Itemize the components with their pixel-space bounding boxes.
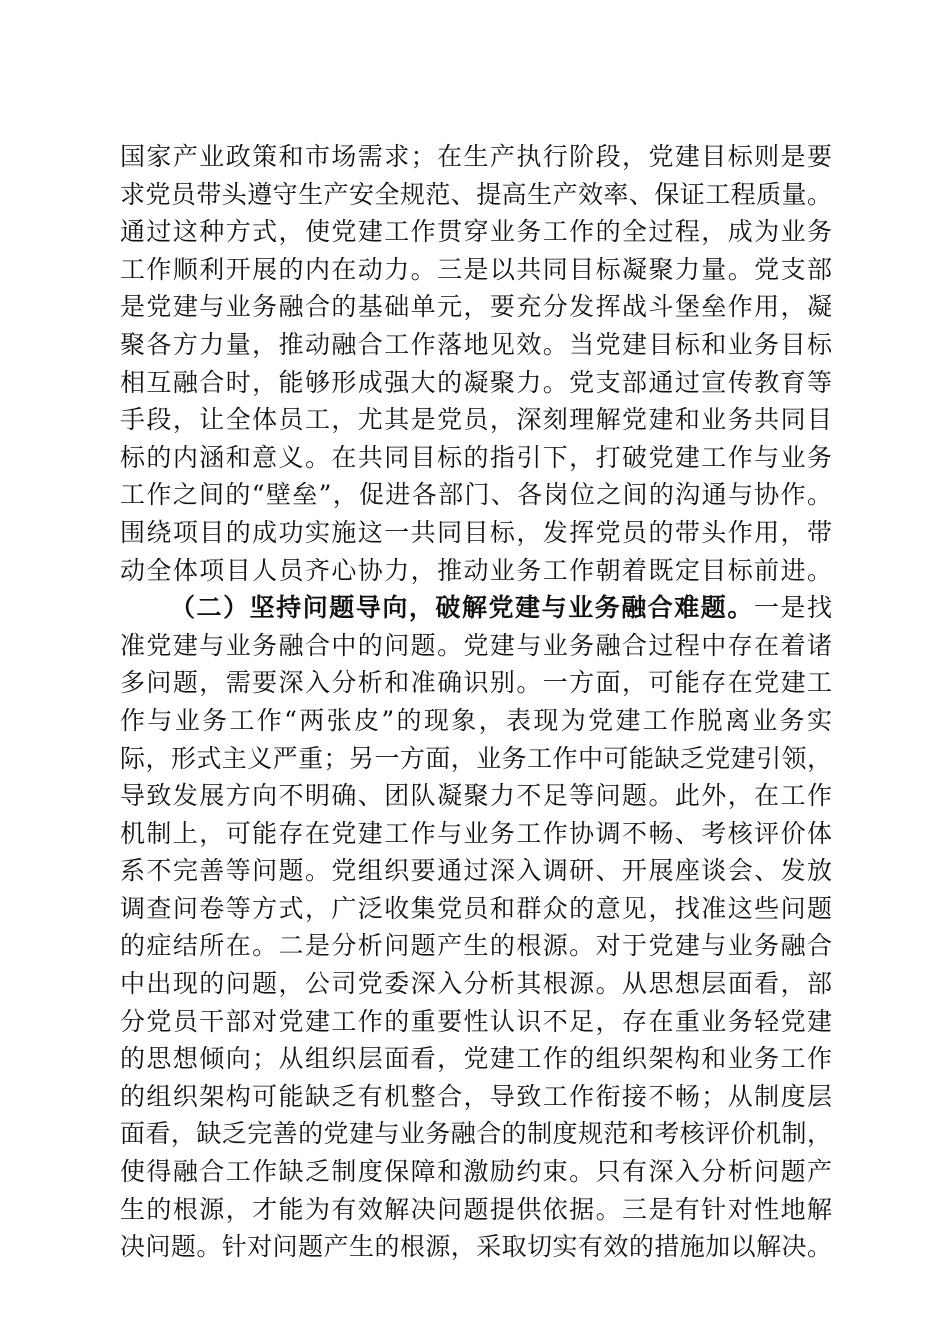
text-run: 一是找 (753, 593, 832, 623)
text-line: 作与业务工作“两张皮”的现象，表现为党建工作脱离业务实 (120, 705, 832, 735)
text-line: 面看，缺乏完善的党建与业务融合的制度规范和考核评价机制， (120, 1119, 832, 1149)
text-line: 决问题。针对问题产生的根源，采取切实有效的措施加以解决。 (120, 1232, 832, 1262)
text-line: 标的内涵和意义。在共同目标的指引下，打破党建工作与业务 (120, 442, 832, 472)
section-heading: （二）坚持问题导向，破解党建与业务融合难题。 (170, 593, 754, 623)
text-line: 多问题，需要深入分析和准确识别。一方面，可能存在党建工 (120, 668, 832, 698)
text-line: 手段，让全体员工，尤其是党员，深刻理解党建和业务共同目 (120, 405, 832, 435)
text-line: 的思想倾向；从组织层面看，党建工作的组织架构和业务工作 (120, 1044, 832, 1074)
paragraph-section-two (120, 589, 832, 1266)
text-line: 生的根源，才能为有效解决问题提供依据。三是有针对性地解 (120, 1194, 832, 1224)
text-line: 动全体项目人员齐心协力，推动业务工作朝着既定目标前进。 (120, 555, 832, 585)
text-line: 的症结所在。二是分析问题产生的根源。对于党建与业务融合 (120, 931, 832, 961)
text-line: 聚各方力量，推动融合工作落地见效。当党建目标和业务目标 (120, 329, 832, 359)
paragraph-continuation (120, 138, 832, 589)
document-page (120, 138, 832, 1266)
text-line: 围绕项目的成功实施这一共同目标，发挥党员的带头作用，带 (120, 517, 832, 547)
text-line: 是党建与业务融合的基础单元，要充分发挥战斗堡垒作用，凝 (120, 292, 832, 322)
text-line: 机制上，可能存在党建工作与业务工作协调不畅、考核评价体 (120, 818, 832, 848)
text-line: 求党员带头遵守生产安全规范、提高生产效率、保证工程质量。 (120, 179, 832, 209)
text-line: 分党员干部对党建工作的重要性认识不足，存在重业务轻党建 (120, 1006, 832, 1036)
text-line: 际，形式主义严重；另一方面，业务工作中可能缺乏党建引领， (120, 743, 832, 773)
text-line: 的组织架构可能缺乏有机整合，导致工作衔接不畅；从制度层 (120, 1081, 832, 1111)
text-line: 国家产业政策和市场需求；在生产执行阶段，党建目标则是要 (120, 142, 832, 171)
text-line: 系不完善等问题。党组织要通过深入调研、开展座谈会、发放 (120, 856, 832, 886)
section-heading-line (120, 589, 832, 627)
text-line: 通过这种方式，使党建工作贯穿业务工作的全过程，成为业务 (120, 217, 832, 247)
text-line: 准党建与业务融合中的问题。党建与业务融合过程中存在着诸 (120, 630, 832, 660)
text-line: 工作之间的“壁垒”，促进各部门、各岗位之间的沟通与协作。 (120, 480, 832, 510)
text-line: 调查问卷等方式，广泛收集党员和群众的意见，找准这些问题 (120, 893, 832, 923)
text-line: 使得融合工作缺乏制度保障和激励约束。只有深入分析问题产 (120, 1157, 832, 1187)
text-line: 相互融合时，能够形成强大的凝聚力。党支部通过宣传教育等 (120, 367, 832, 397)
text-line: 工作顺利开展的内在动力。三是以共同目标凝聚力量。党支部 (120, 254, 832, 284)
text-line: 中出现的问题，公司党委深入分析其根源。从思想层面看，部 (120, 969, 832, 999)
text-line: 导致发展方向不明确、团队凝聚力不足等问题。此外，在工作 (120, 781, 832, 811)
